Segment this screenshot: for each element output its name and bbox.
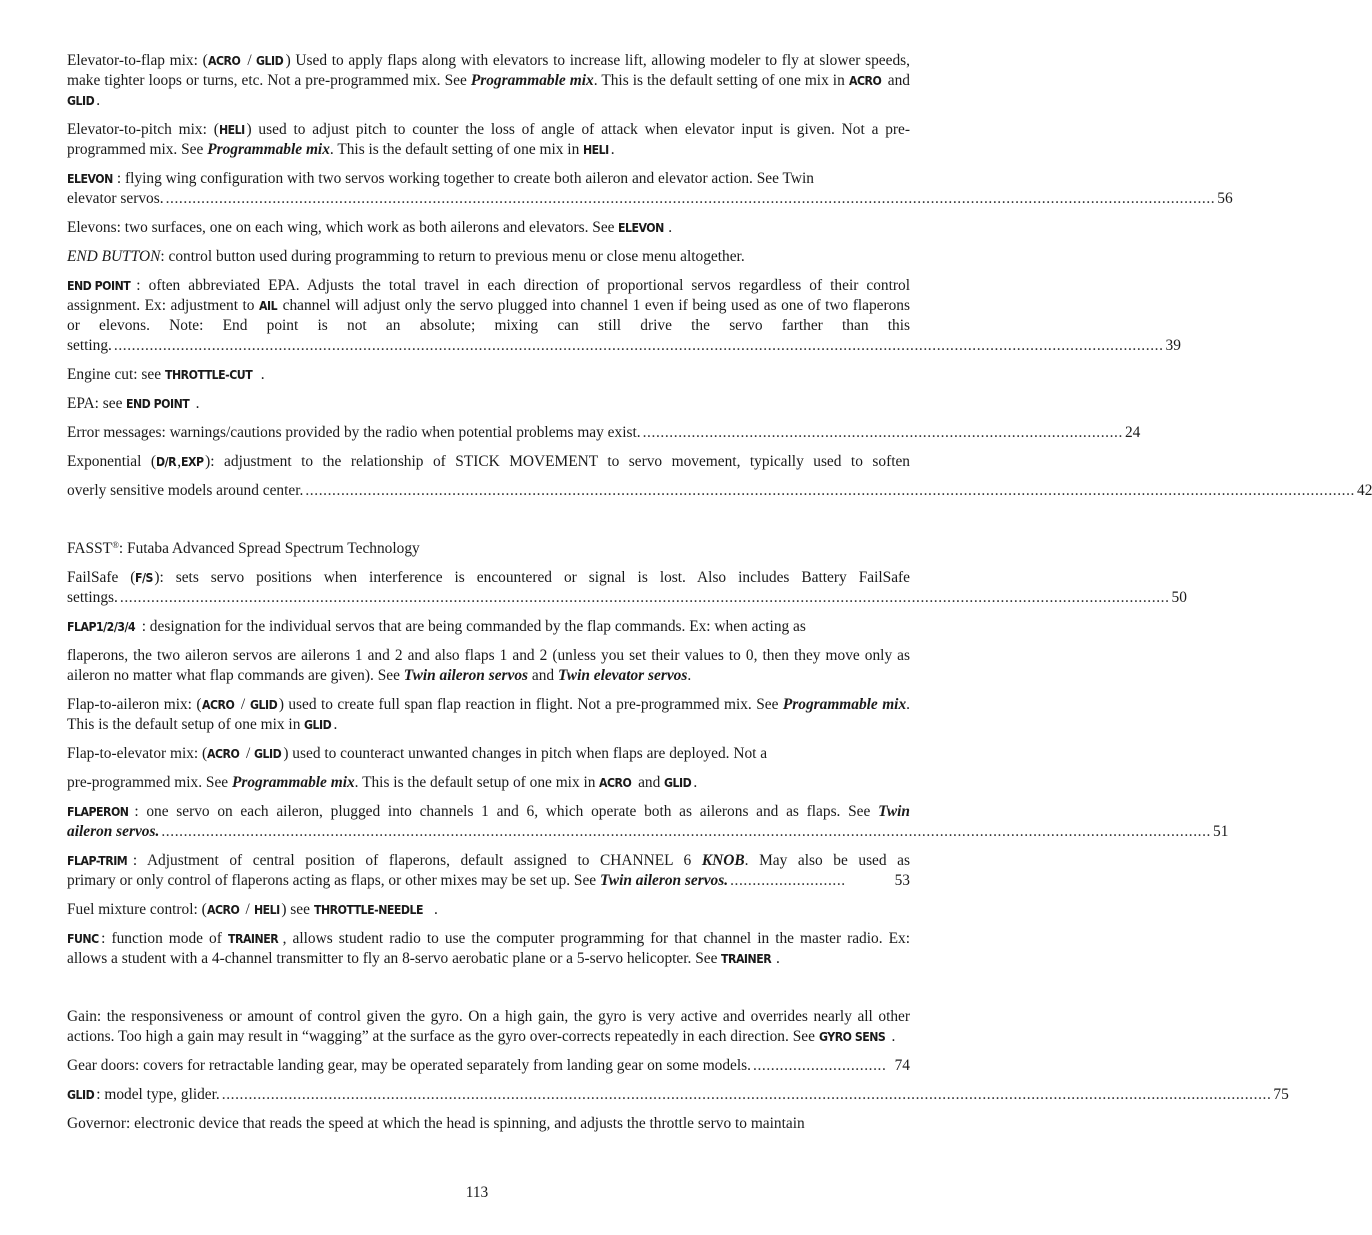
text: FASST — [67, 540, 113, 557]
entry-elevon — [67, 169, 1233, 209]
entry-gain — [67, 1007, 910, 1047]
entry-engine-cut — [67, 365, 910, 385]
text — [67, 871, 728, 891]
text: Elevator-to-flap mix: ( — [67, 52, 208, 69]
dot-leader: ............................................................................................................ — [642, 424, 1123, 441]
text: . This is the default setup of one mix in — [354, 774, 600, 791]
cross-reference: Twin aileron servos. — [599, 872, 729, 889]
text: : function mode of — [101, 930, 228, 947]
text: ) used to create full span flap reaction in flight. Not a pre-programmed mix. See — [278, 696, 783, 713]
text: elevator servos. — [67, 190, 164, 207]
keyword: FUNC — [67, 932, 99, 946]
keyword: ACRO — [207, 54, 241, 68]
dot-leader: ............................................................................................................................................................................................................................................ — [305, 482, 1356, 499]
keyword: D/R — [155, 455, 177, 469]
text: overly sensitive models around center. — [67, 482, 304, 499]
keyword: THROTTLE-CUT — [164, 368, 253, 382]
keyword: ELEVON — [67, 172, 113, 186]
entry-fuel-mixture-control — [67, 900, 910, 920]
keyword: EXP — [181, 455, 204, 469]
entry-flap-to-elevator-mix — [67, 744, 910, 764]
text: Error messages: warnings/cautions provided by the radio when potential problems may exist. — [67, 424, 641, 441]
cross-reference: Programmable mix — [782, 696, 907, 713]
text: FailSafe ( — [67, 569, 136, 586]
text: . — [96, 92, 101, 109]
text: / — [242, 745, 255, 762]
text: flaperons, the two aileron servos are ailerons 1 and 2 and also flaps 1 and 2 (unless you set their values to 0, then they move only as aileron no matter what flap commands are given). See — [67, 647, 910, 684]
keyword: GLID — [249, 698, 277, 712]
keyword: ACRO — [599, 776, 632, 790]
page-ref: 39 — [1165, 337, 1181, 354]
keyword: TRAINER — [227, 932, 279, 946]
text: setting. — [67, 337, 112, 354]
page-ref: 24 — [1124, 424, 1141, 441]
text: . — [776, 950, 780, 967]
page-ref-line — [67, 336, 1181, 356]
entry-glid — [67, 1085, 1289, 1105]
text: . This is the default setting of one mix in — [329, 141, 584, 158]
term: END BUTTON — [67, 248, 161, 265]
text: . — [891, 1028, 896, 1045]
text: pre-programmed mix. See — [67, 774, 232, 791]
page-ref-line — [67, 588, 1187, 608]
cross-reference: Twin elevator servos — [557, 667, 688, 684]
text: / — [242, 52, 257, 69]
entry-flap-trim — [67, 851, 910, 891]
text: Engine cut: see — [67, 366, 165, 383]
text: and — [528, 667, 558, 684]
text: . This is the default setting of one mix in — [593, 72, 849, 89]
text: ) used to adjust pitch to counter the loss of angle of attack when elevator input is given. Not a pre-programmed mix. See — [67, 121, 911, 158]
keyword: HELI — [218, 123, 245, 137]
entry-exponential — [67, 452, 1372, 501]
page-ref-line — [67, 871, 910, 891]
keyword: FLAP1/2/3/4 — [67, 620, 136, 634]
dot-leader: ............................................................................................................................................................................................................................................ — [161, 823, 1212, 840]
entry-end-button — [67, 247, 910, 267]
keyword: ACRO — [206, 903, 240, 917]
text: : often abbreviated EPA. Adjusts the total travel in each direction of proportional servos regardless of their control assignment. Ex: adjustment to — [67, 277, 910, 314]
text: Exponential ( — [67, 453, 156, 470]
registered-mark: ® — [112, 540, 119, 550]
text: : control button used during programming to return to previous menu or close menu altogether. — [160, 248, 745, 265]
entry-elevator-to-flap-mix — [67, 51, 910, 111]
text: / — [236, 696, 250, 713]
cross-reference: aileron servos. — [67, 823, 160, 840]
dot-leader: .......................... — [730, 872, 846, 889]
text: . — [433, 901, 438, 918]
entry-gear-doors — [67, 1056, 910, 1076]
keyword: FLAPERON — [67, 805, 129, 819]
text: : Adjustment of central position of flaperons, default assigned to CHANNEL 6 — [132, 852, 702, 869]
text: ) Used to apply flaps along with elevators to increase lift, allowing modeler to fly at slower speeds, make tighter loops or turns, etc. Not a pre-programmed mix. See — [67, 52, 910, 89]
dot-leader: ............................................................................................................................................................................................................................................ — [113, 337, 1164, 354]
text: . — [687, 667, 692, 684]
text: . — [195, 395, 200, 412]
page-ref-line — [67, 189, 1233, 209]
entry-flap-to-aileron-mix — [67, 695, 910, 735]
entry-elevons — [67, 218, 910, 238]
cross-reference: KNOB — [701, 852, 745, 869]
entry-failsafe — [67, 568, 1187, 608]
text: ): sets servo positions when interference is encountered or signal is lost. Also includes Battery FailSafe — [154, 569, 910, 586]
page-ref: 42 — [1357, 482, 1372, 499]
glossary-page — [67, 51, 1372, 1143]
text: , allows student radio to use the computer programming for that channel in the master radio. Ex: allows a student with a 4-channel transmitter to fly an 8-servo aerobatic plane or a 5-servo helicopter. See — [67, 930, 910, 967]
entry-flaperons-continued — [67, 646, 910, 686]
keyword: GLID — [67, 94, 95, 108]
keyword: F/S — [135, 571, 154, 585]
dot-leader: ............................................................................................................................................................................................................................................ — [165, 190, 1216, 207]
keyword: FLAP-TRIM — [67, 854, 128, 868]
keyword: THROTTLE-NEEDLE — [313, 903, 423, 917]
keyword: END POINT — [126, 397, 190, 411]
text: : designation for the individual servos that are being commanded by the flap commands. Ex: when acting as — [141, 618, 806, 635]
text: . — [693, 774, 698, 791]
keyword: GLID — [664, 776, 692, 790]
text: ) used to counteract unwanted changes in pitch when flaps are deployed. Not a — [283, 745, 768, 762]
page-ref-line — [67, 481, 1372, 501]
text: : one servo on each aileron, plugged into channels 1 and 6, which operate both as ailerons and as flaps. See — [134, 803, 879, 820]
text: . — [260, 366, 265, 383]
text: : flying wing configuration with two servos working together to create both aileron and elevator action. See Twin — [116, 170, 814, 187]
keyword: GLID — [254, 747, 282, 761]
entry-governor — [67, 1114, 910, 1134]
keyword: HELI — [583, 143, 609, 157]
text: : Futaba Advanced Spread Spectrum Technology — [118, 540, 420, 557]
text: , — [177, 453, 182, 470]
text: and — [883, 72, 910, 89]
text: and — [634, 774, 665, 791]
page-number: 113 — [465, 1184, 489, 1201]
text: Governor: electronic device that reads the speed at which the head is spinning, and adjusts the throttle servo to maintain — [67, 1115, 805, 1132]
text: Flap-to-elevator mix: ( — [67, 745, 208, 762]
entry-fasst — [67, 539, 910, 559]
keyword: GLID — [256, 54, 284, 68]
text: Gain: the responsiveness or amount of control given the gyro. On a high gain, the gyro is very active and overrides nearly all other actions. Too high a gain may result in “wagging” at the surface as the gyro over-corrects repeatedly in each direction. See — [67, 1008, 910, 1045]
page-ref: 75 — [1273, 1086, 1289, 1103]
keyword: ACRO — [201, 698, 234, 712]
page-ref-line — [67, 822, 1229, 842]
entry-error-messages — [67, 423, 1141, 443]
entry-end-point — [67, 276, 1181, 356]
keyword: HELI — [253, 903, 280, 917]
keyword: GLID — [304, 718, 332, 732]
cross-reference: Programmable mix — [231, 774, 355, 791]
cross-reference: Programmable mix — [207, 141, 330, 158]
cross-reference: Twin aileron servos — [403, 667, 529, 684]
keyword: GLID — [67, 1088, 95, 1102]
entry-epa — [67, 394, 910, 414]
text: settings. — [67, 589, 118, 606]
text: . — [333, 716, 338, 733]
dot-leader: ............................................................................................................................................................................................................................................ — [119, 589, 1170, 606]
page-ref: 74 — [894, 1057, 910, 1074]
dot-leader: ............................................................................................................................................................................................................................................ — [221, 1086, 1272, 1103]
keyword: TRAINER — [721, 952, 772, 966]
entry-flaperon — [67, 802, 1229, 842]
entry-elevator-to-pitch-mix — [67, 120, 910, 160]
text: : model type, glider. — [96, 1086, 220, 1103]
text: . — [668, 219, 673, 236]
text: . May also be used as — [744, 852, 910, 869]
text: Elevons: two surfaces, one on each wing, which work as both ailerons and elevators. See — [67, 219, 619, 236]
text: Gear doors: covers for retractable landing gear, may be operated separately from landing gear on some models. — [67, 1057, 751, 1074]
text: primary or only control of flaperons acting as flaps, or other mixes may be set up. See — [67, 872, 600, 889]
keyword: GYRO SENS — [818, 1030, 886, 1044]
entry-flap1234 — [67, 617, 910, 637]
entry-func — [67, 929, 910, 969]
text: . — [610, 141, 615, 158]
page-ref: 50 — [1171, 589, 1187, 606]
text: Fuel mixture control: ( — [67, 901, 207, 918]
page-ref: 56 — [1217, 190, 1233, 207]
page-ref: 51 — [1213, 823, 1229, 840]
text: ): adjustment to the relationship of STICK MOVEMENT to servo movement, typically used to soften — [205, 453, 911, 470]
text — [67, 1085, 220, 1105]
text: . This is the default setup of one mix in — [67, 696, 910, 733]
text: channel will adjust only the servo plugged into channel 1 even if being used as one of two flaperons or elevons. Note: End point is not an absolute; mixing can still drive the servo farther than this — [67, 297, 910, 334]
keyword: ACRO — [848, 74, 882, 88]
keyword: ELEVON — [618, 221, 665, 235]
text: EPA: see — [67, 395, 127, 412]
page-ref: 53 — [894, 872, 910, 889]
keyword: ACRO — [207, 747, 240, 761]
keyword: END POINT — [67, 279, 131, 293]
dot-leader: .............................. — [753, 1057, 887, 1074]
text: ) see — [281, 901, 314, 918]
text: / — [241, 901, 254, 918]
text: Flap-to-aileron mix: ( — [67, 696, 202, 713]
keyword: AIL — [259, 299, 278, 313]
text: Elevator-to-pitch mix: ( — [67, 121, 219, 138]
cross-reference: Programmable mix — [470, 72, 594, 89]
entry-flap-to-elevator-continued — [67, 773, 910, 793]
cross-reference: Twin — [878, 803, 910, 820]
